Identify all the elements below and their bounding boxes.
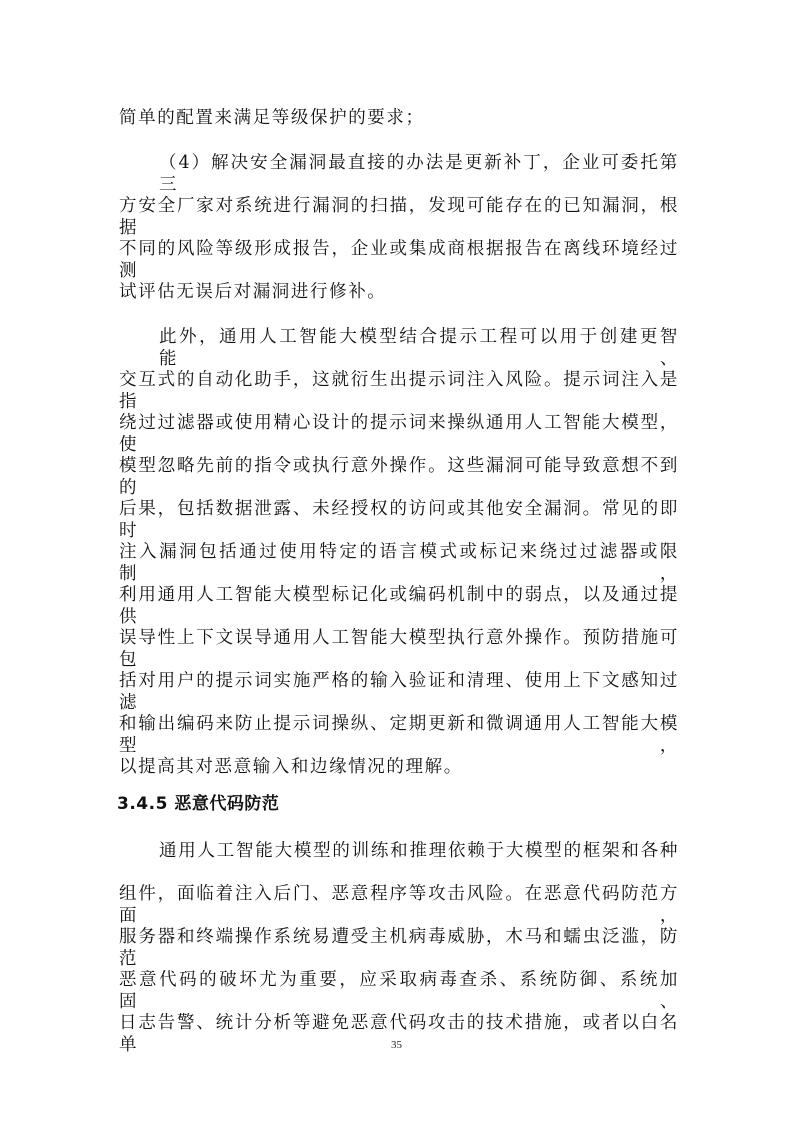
text-line: 利用通用人工智能大模型标记化或编码机制中的弱点，以及通过提供 (119, 585, 679, 627)
text-line: 误导性上下文误导通用人工智能大模型执行意外操作。预防措施可包 (119, 628, 679, 670)
text-line: 此外，通用人工智能大模型结合提示工程可以用于创建更智能、 (159, 327, 679, 369)
text-line: 服务器和终端操作系统易遭受主机病毒威胁，木马和蠕虫泛滥，防范 (119, 927, 679, 969)
text-line: 方安全厂家对系统进行漏洞的扫描，发现可能存在的已知漏洞，根据 (119, 196, 679, 238)
text-line: 组件，面临着注入后门、恶意程序等攻击风险。在恶意代码防范方面， (119, 884, 679, 926)
text-line: 试评估无误后对漏洞进行修补。 (119, 282, 387, 302)
text-line: 括对用户的提示词实施严格的输入验证和清理、使用上下文感知过滤 (119, 671, 679, 713)
text-line: 简单的配置来满足等级保护的要求； (119, 108, 425, 128)
text-line: 以提高其对恶意输入和边缘情况的理解。 (119, 757, 463, 777)
text-line: 不同的风险等级形成报告，企业或集成商根据报告在离线环境经过测 (119, 239, 679, 281)
section-heading: 3.4.5 恶意代码防范 (117, 794, 280, 814)
text-line: 交互式的自动化助手，这就衍生出提示词注入风险。提示词注入是指 (119, 370, 679, 412)
text-line: 通用人工智能大模型的训练和推理依赖于大模型的框架和各种 (159, 841, 679, 861)
page-number: 35 (391, 1039, 402, 1051)
text-line: 模型忽略先前的指令或执行意外操作。这些漏洞可能导致意想不到的 (119, 456, 679, 498)
text-line: 绕过过滤器或使用精心设计的提示词来操纵通用人工智能大模型，使 (119, 413, 679, 455)
text-line: 和输出编码来防止提示词操纵、定期更新和微调通用人工智能大模型， (119, 714, 679, 756)
text-line: 日志告警、统计分析等避免恶意代码攻击的技术措施，或者以白名单 (119, 1013, 679, 1055)
text-line: （4）解决安全漏洞最直接的办法是更新补丁，企业可委托第三 (159, 153, 679, 195)
text-line: 后果，包括数据泄露、未经授权的访问或其他安全漏洞。常见的即时 (119, 499, 679, 541)
text-line: 恶意代码的破坏尤为重要，应采取病毒查杀、系统防御、系统加固、 (119, 970, 679, 1012)
text-line: 注入漏洞包括通过使用特定的语言模式或标记来绕过过滤器或限制， (119, 542, 679, 584)
